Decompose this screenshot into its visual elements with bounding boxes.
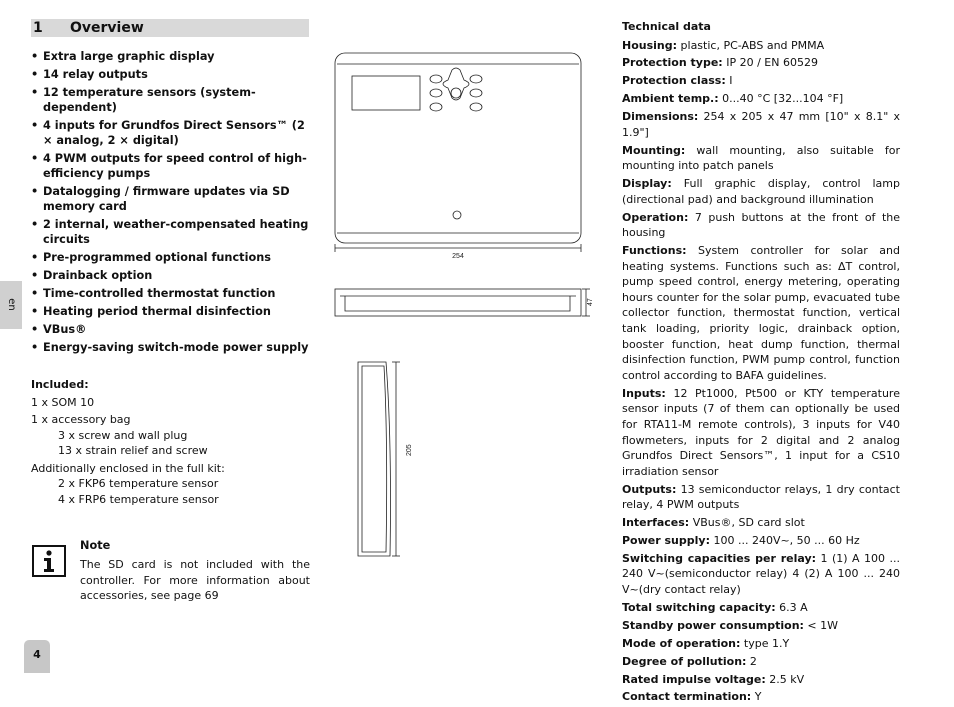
technical-data-heading: Technical data: [622, 20, 711, 33]
tech-item: Interfaces: VBus®, SD card slot: [622, 516, 805, 530]
feature-item: • Energy-saving switch-mode power supply: [31, 341, 309, 354]
feature-item: • Drainback option: [31, 269, 153, 282]
feature-item: • Pre-programmed optional functions: [31, 251, 271, 264]
info-icon: [32, 545, 66, 577]
tech-item: Total switching capacity: 6.3 A: [622, 600, 808, 614]
feature-item: • Time-controlled thermostat function: [31, 287, 276, 300]
feature-item: • Heating period thermal disinfection: [31, 305, 271, 318]
note-body: The SD card is not included with the controller. For more information about accessories, see page 69: [80, 558, 310, 602]
side-view-outline: [358, 362, 391, 556]
feature-item: • 12 temperature sensors (system-dependent): [31, 86, 256, 114]
included-line: 1 x accessory bag: [31, 413, 131, 426]
bag-item: 3 x screw and wall plug: [58, 429, 188, 442]
feature-item: • Datalogging / firmware updates via SD memory card: [31, 185, 290, 213]
tech-item: Dimensions: 254 x 205 x 47 mm [10" x 8.1" x 1.9"]: [622, 110, 900, 139]
bag-item: 13 x strain relief and screw: [58, 444, 208, 457]
width-dimension-label: 254: [452, 253, 464, 260]
tech-item: Protection type: IP 20 / EN 60529: [622, 56, 818, 70]
additional-item: 2 x FKP6 temperature sensor: [58, 477, 219, 490]
tech-item: Housing: plastic, PC-ABS and PMMA: [622, 38, 825, 52]
feature-list: [31, 49, 311, 358]
tech-item: Contact termination: Y: [622, 690, 762, 704]
tech-item: Rated impulse voltage: 2.5 kV: [622, 672, 805, 686]
feature-item: • 14 relay outputs: [31, 68, 148, 81]
technical-data: [622, 19, 900, 707]
additional-item: 4 x FRP6 temperature sensor: [58, 493, 219, 506]
section-header: [31, 19, 309, 37]
page-number-tab: [24, 640, 50, 673]
tech-item: Mode of operation: type 1.Y: [622, 636, 790, 650]
feature-item: • VBus®: [31, 323, 87, 336]
tech-item: Functions: System controller for solar and heating systems. Functions such as: ΔT control, pump speed control, energy metering, operating hours counter for the solar pump, evacuated tube collector function, thermostat function, vertical tank loading, priority logic, drainback option, booster function, heat dump function, thermal disinfection function, PWM pump control, function control according to BAFA guidelines.: [622, 244, 900, 382]
tech-item: Power supply: 100 ... 240V~, 50 ... 60 Hz: [622, 533, 860, 547]
feature-item: • Extra large graphic display: [31, 50, 215, 63]
tech-item: Inputs: 12 Pt1000, Pt500 or KTY temperature sensor inputs (7 of them can optionally be used for RTA11-M remote controls), 3 inputs for V40 flowmeters, inputs for 2 digital and 2 analog Grundfos Direct Sensors™, 1 input for a CS10 irradiation sensor: [622, 386, 900, 478]
feature-item: • 2 internal, weather-compensated heating circuits: [31, 218, 309, 246]
tech-item: Mounting: wall mounting, also suitable for mounting into patch panels: [622, 143, 900, 173]
front-view-outline: [335, 53, 581, 243]
direction-pad-icon: [443, 68, 469, 100]
tech-item: Outputs: 13 semiconductor relays, 1 dry contact relay, 4 PWM outputs: [622, 482, 900, 512]
included-heading: Included:: [31, 378, 89, 391]
tech-item: Display: Full graphic display, control lamp (directional pad) and background illumination: [622, 177, 900, 206]
tech-item: Ambient temp.: 0...40 °C [32...104 °F]: [622, 92, 844, 106]
device-drawing: [330, 50, 600, 570]
height-dimension-label: 205: [406, 444, 413, 456]
tech-item: Operation: 7 push buttons at the front of the housing: [622, 210, 900, 240]
page-number: 4: [33, 648, 41, 661]
included-line: 1 x SOM 10: [31, 396, 95, 409]
tech-item: Switching capacities per relay: 1 (1) A 100 ... 240 V~(semiconductor relay) 4 (2) A 100 ... 240 V~(dry contact relay): [622, 551, 900, 597]
control-lamp-icon: [453, 211, 461, 219]
display-outline: [352, 76, 420, 110]
tech-item: Standby power consumption: < 1W: [622, 618, 839, 632]
feature-item: • 4 PWM outputs for speed control of high-efficiency pumps: [31, 152, 307, 180]
depth-dimension-label: 47: [587, 298, 594, 306]
additional-heading: Additionally enclosed in the full kit:: [31, 462, 225, 475]
top-view-outline: [335, 289, 581, 316]
language-tab: en: [0, 281, 22, 329]
section-number: 1: [33, 20, 43, 36]
tech-item: Protection class: I: [622, 74, 733, 88]
tech-item: Degree of pollution: 2: [622, 654, 757, 668]
note-title: Note: [80, 539, 111, 552]
section-title: Overview: [70, 20, 144, 36]
feature-item: • 4 inputs for Grundfos Direct Sensors™ (2 × analog, 2 × digital): [31, 119, 305, 147]
